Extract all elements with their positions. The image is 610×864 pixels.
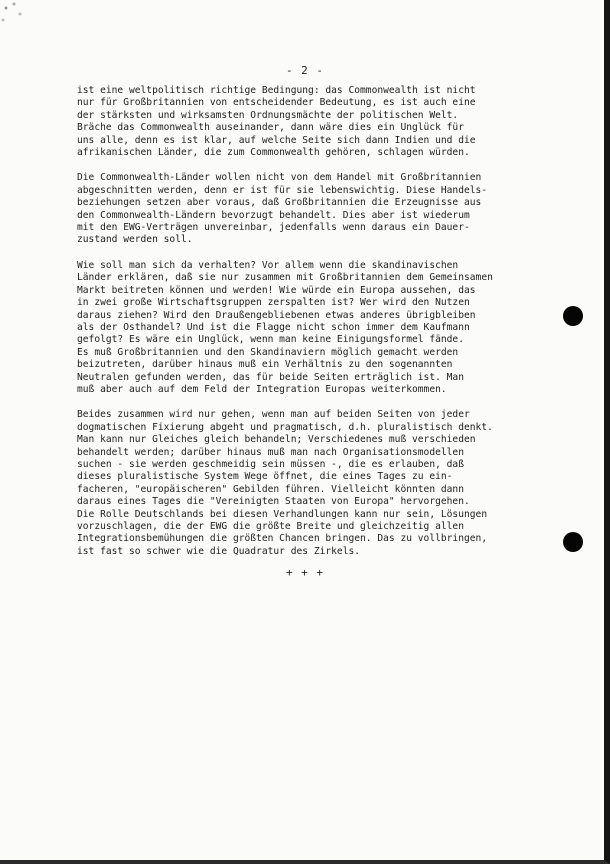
paragraph-3 bbox=[77, 260, 582, 396]
text-line: mit den EWG-Verträgen unvereinbar, jedenfalls wenn daraus ein Dauer- bbox=[77, 222, 470, 234]
text-line: den Commonwealth-Ländern bevorzugt behandelt. Dies aber ist wiederum bbox=[77, 209, 470, 221]
text-line: dieses pluralistische System Wege öffnet, die eines Tages zu ein- bbox=[77, 471, 453, 483]
document-body bbox=[77, 85, 582, 571]
text-line: der stärksten und wirksamsten Ordnungsmächte der politischen Welt. bbox=[77, 109, 459, 121]
punch-hole-top bbox=[563, 306, 583, 326]
text-line: nur für Großbritannien von entscheidender Bedeutung, es ist auch eine bbox=[77, 97, 476, 109]
text-line: muß aber auch auf dem Feld der Integration Europas weiterkommen. bbox=[77, 383, 447, 395]
text-line: afrikanischen Länder, die zum Commonwealth gehören, schlagen würden. bbox=[77, 147, 470, 159]
text-line: Neutralen gefunden werden, das für beide Seiten erträglich ist. Man bbox=[77, 371, 464, 383]
text-line: als der Osthandel? Und ist die Flagge nicht schon immer dem Kaufmann bbox=[77, 321, 470, 333]
text-line: daraus ziehen? Wird den Draußengebliebenen etwas anderes übrigbleiben bbox=[77, 309, 476, 321]
text-line: beizutreten, darüber hinaus muß ein Verhältnis zu den sogenannten bbox=[77, 359, 453, 371]
paragraph-2 bbox=[77, 172, 582, 246]
text-line: Bräche das Commonwealth auseinander, dann wäre dies ein Unglück für bbox=[77, 122, 464, 134]
text-line: ist eine weltpolitisch richtige Bedingung: das Commonwealth ist nicht bbox=[77, 85, 476, 96]
text-line: Die Commonwealth-Länder wollen nicht von dem Handel mit Großbritannien bbox=[77, 172, 482, 184]
text-line: gefolgt? Es wäre ein Unglück, wenn man keine Einigungsformel fände. bbox=[77, 334, 464, 346]
end-marks: + + + bbox=[285, 566, 325, 579]
punch-hole-bottom bbox=[563, 532, 583, 552]
text-line: Man kann nur Gleiches gleich behandeln; Verschiedenes muß verschieden bbox=[77, 434, 476, 446]
text-line: vorzuschlagen, die der EWG die größte Breite und gleichzeitig allen bbox=[77, 521, 464, 532]
text-line: daraus eines Tages die "Vereinigten Staaten von Europa" hervorgehen. bbox=[77, 496, 470, 508]
text-line: facheren, "europäischeren" Gebilden führen. Vielleicht könnten dann bbox=[77, 483, 464, 495]
scan-corner-noise bbox=[0, 0, 28, 36]
text-line: abgeschnitten werden, denn er ist für sie lebenswichtig. Diese Handels- bbox=[77, 184, 488, 196]
text-line: zustand werden soll. bbox=[77, 234, 193, 246]
text-line: Beides zusammen wird nur gehen, wenn man auf beiden Seiten von jeder bbox=[77, 409, 470, 421]
text-line: Länder erklären, daß sie nur zusammen mit Großbritannien dem Gemeinsamen bbox=[77, 272, 493, 284]
text-line: beziehungen setzen aber voraus, daß Großbritannien die Erzeugnisse aus bbox=[77, 197, 482, 209]
text-line: uns alle, denn es ist klar, auf welche Seite sich dann Indien und die bbox=[77, 134, 476, 146]
text-line: Wie soll man sich da verhalten? Vor allem wenn die skandinavischen bbox=[77, 259, 459, 271]
page-number: - 2 - bbox=[285, 64, 325, 77]
text-line: Markt beitreten können und werden! Wie würde ein Europa aussehen, das bbox=[77, 284, 476, 296]
text-line: dogmatischen Fixierung abgeht und pragmatisch, d.h. pluralistisch denkt. bbox=[77, 421, 493, 433]
paragraph-1 bbox=[77, 85, 582, 159]
text-line: behandelt werden; darüber hinaus muß man nach Organisationsmodellen bbox=[77, 446, 464, 458]
text-line: Die Rolle Deutschlands bei diesen Verhandlungen kann nur sein, Lösungen bbox=[77, 508, 488, 520]
paragraph-4 bbox=[77, 409, 582, 558]
text-line: suchen - sie werden geschmeidig sein müssen -, die es erlauben, daß bbox=[77, 458, 464, 470]
text-line: in zwei große Wirtschaftsgruppen zerspalten ist? Wer wird den Nutzen bbox=[77, 297, 470, 309]
text-line: Es muß Großbritannien und den Skandinaviern möglich gemacht werden bbox=[77, 346, 459, 358]
text-line: ist fast so schwer wie die Quadratur des Zirkels. bbox=[77, 545, 361, 557]
text-line: Integrationsbemühungen die größten Chancen bringen. Das zu vollbringen, bbox=[77, 533, 488, 545]
